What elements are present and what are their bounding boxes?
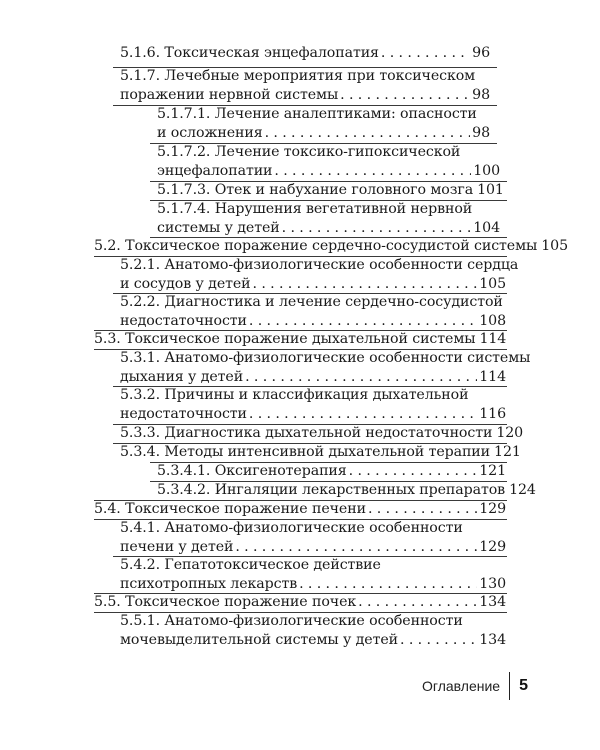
- toc-entry-title: 5.1.6. Токсическая энцефалопатия: [120, 45, 379, 61]
- toc-entry: [157, 105, 490, 143]
- toc-entry: [120, 44, 490, 63]
- toc-entry-title-cont: печени у детей: [120, 539, 234, 555]
- toc-entry-title: 5.2.1. Анатомо-физиологические особенности сердца: [120, 257, 519, 273]
- toc-page-number: 108: [479, 313, 506, 329]
- toc-page-number: 124: [509, 482, 536, 498]
- leader-dots: [400, 631, 477, 650]
- toc-page-number: 100: [473, 163, 500, 179]
- toc-page-number: 120: [496, 425, 524, 441]
- toc-entry: [120, 349, 531, 387]
- toc-entry-title-cont: психотропных лекарств: [120, 576, 298, 592]
- toc-entry: [157, 462, 506, 481]
- toc-page-number: 114: [479, 331, 507, 347]
- toc-page-number: 101: [477, 182, 504, 198]
- toc-entry-title: 5.3.1. Анатомо-физиологические особенности системы: [120, 350, 531, 366]
- toc-page-number: 116: [479, 406, 506, 422]
- toc-entry: [120, 556, 506, 594]
- toc-entry-title-cont: недостаточности: [120, 406, 247, 422]
- leader-dots: [299, 575, 477, 594]
- toc-entry-title: 5.5.1. Анатомо-физиологические особенности: [120, 613, 463, 629]
- toc-entry: [120, 67, 490, 105]
- toc-entry-title-cont: дыхания у детей: [120, 369, 244, 385]
- toc-entry-title: 5.1.7.3. Отек и набухание головного мозга: [157, 182, 474, 198]
- toc-entry-title-cont: системы у детей: [157, 220, 280, 236]
- page-footer: [422, 675, 528, 697]
- toc-page-number: 98: [472, 125, 490, 141]
- toc-entry-title: 5.4.1. Анатомо-физиологические особенности: [120, 520, 463, 536]
- toc-entry-title-cont: поражении нервной системы: [120, 87, 339, 103]
- toc-entry: [157, 481, 536, 500]
- toc-entry-title: 5.4. Токсическое поражение печени: [94, 501, 366, 517]
- toc-entry-title-cont: и осложнения: [157, 125, 263, 141]
- toc-entry-title: 5.3.3. Диагностика дыхательной недостаточности: [120, 425, 493, 441]
- toc-entry-title: 5.3. Токсическое поражение дыхательной системы: [94, 331, 476, 347]
- toc-entry-title: 5.2.2. Диагностика и лечение сердечно-сосудистой: [120, 294, 503, 310]
- footer-divider: [509, 672, 510, 700]
- toc-entry: [157, 143, 500, 181]
- toc-entry: [120, 519, 506, 557]
- toc-entry-title: 5.3.4.1. Оксигенотерапия: [157, 463, 347, 479]
- toc-page-number: 104: [473, 220, 500, 236]
- toc-entry-title: 5.1.7.4. Нарушения вегетативной нервной: [157, 201, 473, 217]
- leader-dots: [253, 275, 478, 294]
- toc-page-number: 121: [479, 463, 506, 479]
- toc-entry-title-cont: мочевыделительной системы у детей: [120, 632, 398, 648]
- toc-entry: [120, 256, 519, 294]
- leader-dots: [265, 124, 471, 143]
- leader-dots: [274, 162, 471, 181]
- leader-dots: [249, 312, 477, 331]
- toc-entry-title: 5.2. Токсическое поражение сердечно-сосудистой системы: [94, 238, 538, 254]
- toc-entry: [120, 293, 506, 331]
- toc-entry-title: 5.1.7. Лечебные мероприятия при токсическом: [120, 68, 476, 84]
- toc-entry-title: 5.3.4. Методы интенсивной дыхательной терапии: [120, 444, 491, 460]
- toc-entry-title: 5.1.7.2. Лечение токсико-гипоксической: [157, 144, 461, 160]
- toc-entry: [94, 237, 568, 256]
- toc-entry-title: 5.5. Токсическое поражение почек: [94, 594, 357, 610]
- toc-page-number: 134: [479, 632, 506, 648]
- toc-page-number: 98: [472, 87, 490, 103]
- toc-entry: [120, 612, 506, 650]
- toc-entry: [94, 593, 506, 612]
- toc-page-number: 114: [479, 369, 506, 385]
- toc-entry: [94, 500, 506, 519]
- toc-entry: [120, 386, 506, 424]
- toc-entry-title: 5.4.2. Гепатотоксическое действие: [120, 557, 381, 573]
- toc-page-number: 130: [479, 576, 506, 592]
- leader-dots: [381, 44, 470, 63]
- footer-page-number: 5: [519, 677, 528, 694]
- toc-entry-title-cont: недостаточности: [120, 313, 247, 329]
- toc-entry-title-cont: и сосудов у детей: [120, 276, 251, 292]
- toc-page-number: 121: [494, 444, 521, 460]
- toc-entry-title: 5.3.2. Причины и классификация дыхательной: [120, 387, 469, 403]
- toc-entry-title-cont: энцефалопатии: [157, 163, 273, 179]
- leader-dots: [249, 405, 477, 424]
- toc-page-number: 129: [479, 501, 506, 517]
- toc-page-number: 129: [479, 539, 506, 555]
- toc-entry: [120, 443, 521, 462]
- leader-dots: [349, 462, 478, 481]
- leader-dots: [245, 368, 477, 387]
- toc-entry: [94, 330, 506, 349]
- leader-dots: [282, 219, 472, 238]
- toc-page-number: 105: [541, 238, 568, 254]
- toc-page-number: 96: [472, 45, 490, 61]
- toc-entry: [157, 181, 504, 200]
- toc-page-number: 134: [479, 594, 506, 610]
- leader-dots: [340, 86, 470, 105]
- toc-entry: [157, 200, 500, 238]
- leader-dots: [358, 593, 477, 612]
- footer-section-title: Оглавление: [422, 678, 501, 694]
- leader-dots: [368, 500, 477, 519]
- toc-entry: [120, 424, 524, 443]
- toc-page-number: 105: [479, 276, 506, 292]
- leader-dots: [235, 538, 477, 557]
- toc-entry-title: 5.3.4.2. Ингаляции лекарственных препаратов: [157, 482, 506, 498]
- toc-entry-title: 5.1.7.1. Лечение аналептиками: опасности: [157, 106, 477, 122]
